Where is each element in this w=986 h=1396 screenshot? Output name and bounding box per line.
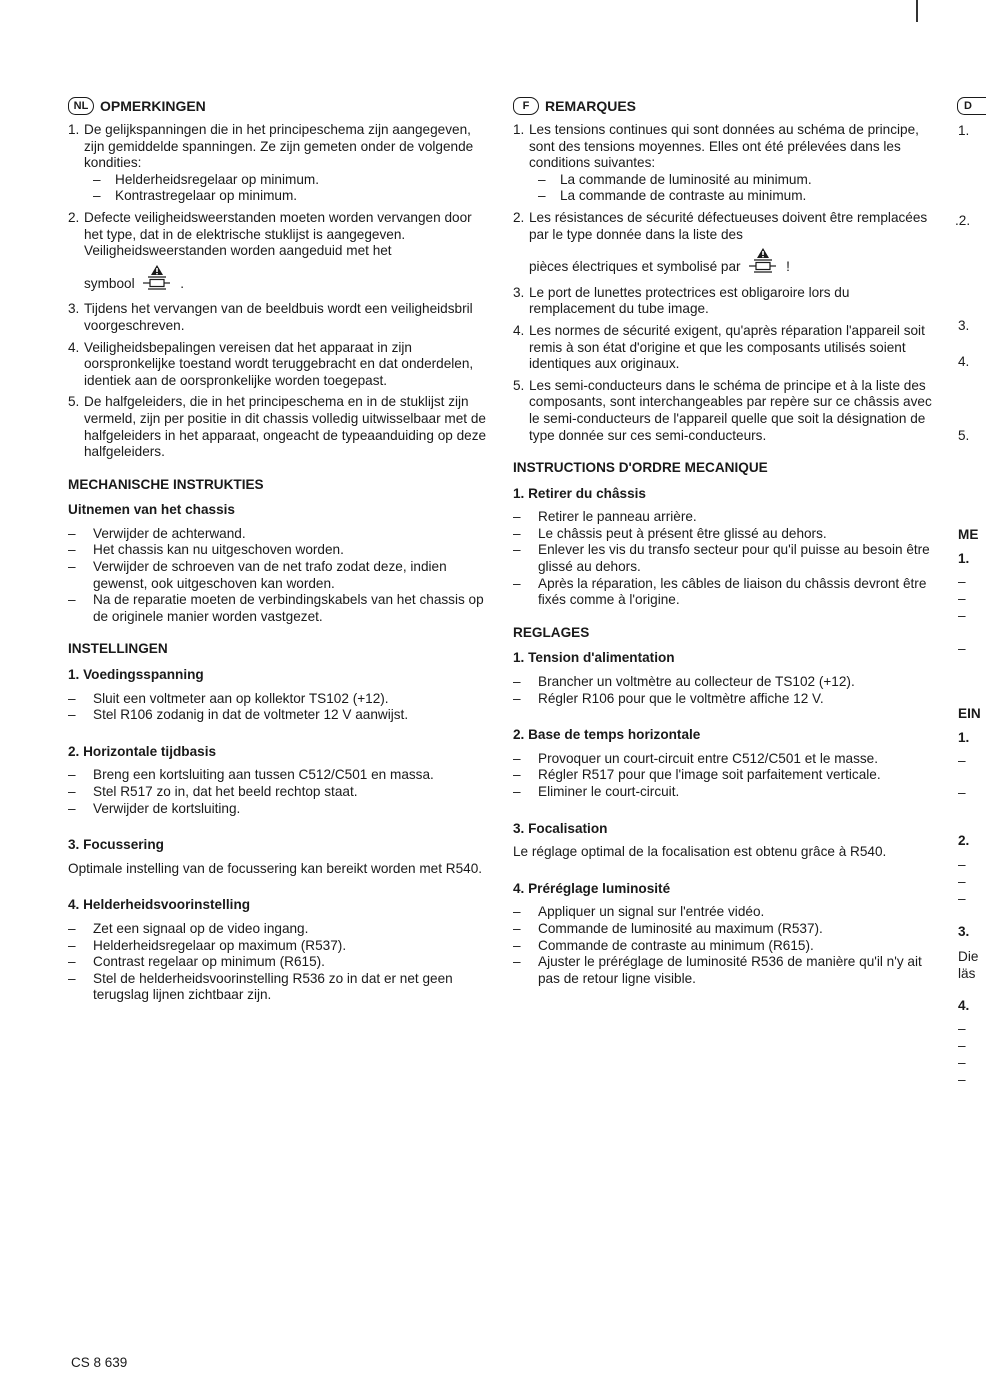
dash: – [68,690,76,706]
subsection-heading: 1. Voedingsspanning [68,667,204,683]
subsection-heading: 4. Helderheidsvoorinstelling [68,897,251,913]
list-item [513,921,933,938]
list-item [529,188,933,205]
note-number: 1. [68,122,80,137]
instruction-list [513,751,933,801]
subsection-heading: 3. [958,924,970,939]
dash: – [513,509,521,525]
note-item [513,122,933,205]
dash: – [68,784,76,799]
note-text: Tijdens het vervangen van de beeldbuis wordt een veiligheidsbril voorgeschreven. [84,301,473,333]
section-heading-settings: REGLAGES [513,624,590,640]
note-text: symbool [84,275,135,291]
dash: – [513,690,521,706]
note-number: 3. [513,284,525,300]
dash: – [513,674,521,690]
paragraph: Le réglage optimal de la focalisation est obtenu grâce à R540. [513,844,887,860]
note-item [68,301,488,334]
note-number: 5. [68,394,80,410]
note-text: De gelijkspanningen die in het principeschema zijn aangegeven, zijn gemiddelde spanningen. Ze zijn gemeten onder de volgende kondities: [84,122,474,171]
list-item [68,801,488,818]
subsection-heading: 1. Retirer du châssis [513,485,646,501]
list-item [68,526,488,543]
list-text: Stel R106 zodanig in dat de voltmeter 12 V aanwijst. [93,707,409,723]
dash: – [513,954,521,970]
instruction-list [68,767,488,817]
list-text: Helderheidsregelaar op minimum. [115,171,319,187]
dash: – [538,188,546,204]
instruction-list [68,691,488,724]
note-text: Les résistances de sécurité défectueuses doivent être remplacées par le type donnée dans la liste des [529,209,928,242]
subsection-heading: 1. [958,730,970,745]
note-text: Les normes de sécurité exigent, qu'après réparation l'appareil soit remis à son état d'origine et que les composants utilisés soient identiques aux originaux. [529,322,925,372]
note-item [68,122,488,205]
instruction-list [513,509,933,609]
dash: – [513,904,521,920]
scan-mark [916,0,918,22]
dash: – [93,171,101,187]
dash: – [513,575,521,591]
dash: – [68,592,76,608]
dash: – [68,767,76,783]
note-number: 3. [68,301,80,317]
section-heading-mechanical: MECHANISCHE INSTRUKTIES [68,476,264,492]
symbol-line [529,247,933,280]
list-text: Provoquer un court-circuit entre C512/C501 et le masse. [538,750,879,766]
instruction-list [68,526,488,626]
list-text: Helderheidsregelaar op maximum (R537). [93,937,347,953]
dash: – [958,891,966,906]
note-item [513,210,933,280]
dash: – [958,857,966,872]
note-item [513,323,933,373]
dash: – [958,574,966,589]
list-text: Contrast regelaar op minimum (R615). [93,954,325,970]
language-badge-f: F [513,97,539,115]
dash: – [68,954,76,970]
list-item [513,784,933,801]
note-text: pièces électriques et symbolisé par [529,259,741,275]
list-text: Le châssis peut à présent être glissé au dehors. [538,525,827,541]
note-text: . [180,275,184,291]
list-text: Verwijder de kortsluiting. [93,800,241,816]
dash: – [513,920,521,936]
list-text: Zet een signaal op de video ingang. [93,920,309,936]
subsection-heading: 1. [958,551,970,566]
note-number: 5. [513,377,525,393]
list-item [68,971,488,1004]
list-text: Verwijder de achterwand. [93,525,246,541]
note-item [68,394,488,460]
list-text: Régler R106 pour que le voltmètre affiche 12 V. [538,690,824,706]
list-item [513,767,933,784]
dash: – [513,750,521,766]
dash: – [958,1021,966,1036]
list-text: Appliquer un signal sur l'entrée vidéo. [538,904,765,920]
dash: – [68,542,76,558]
dash: – [93,188,101,204]
note-number: 4. [68,339,80,355]
column-dutch [68,96,488,1004]
symbol-line [84,264,488,297]
list-text: Na de reparatie moeten de verbindingskabels van het chassis op de originele manier worden vastgezet. [93,592,484,624]
list-item [68,592,488,625]
note-item [513,285,933,318]
list-item [68,542,488,559]
notes-list [68,122,488,461]
note-text: Les tensions continues qui sont données au schéma de principe, sont des tensions moyennes. Elles ont été prélevées dans les conditions suivantes: [529,122,919,171]
list-item [84,172,488,189]
subsection-heading: 2. Horizontale tijdbasis [68,743,217,759]
list-text: Sluit een voltmeter aan op kollektor TS102 (+12). [93,690,389,706]
paragraph: läs [958,966,976,981]
list-text: Eliminer le court-circuit. [538,784,680,799]
dash: – [538,171,546,187]
list-item [68,954,488,971]
dash: – [68,559,76,575]
list-item [513,542,933,575]
note-text: De halfgeleiders, die in het principeschema en in de stuklijst zijn vermeld, zijn per positie in dit chassis volledig uitwisselbaar met de halfgeleiders in het apparaat, ongeacht de typeaanduiding op deze halfgeleiders. [84,394,487,460]
instruction-list [513,904,933,987]
dash: – [68,707,76,723]
dash: – [958,608,966,623]
note-number: 2. [513,209,525,225]
language-badge-d: D [957,97,986,115]
list-item [513,904,933,921]
list-item [513,509,933,526]
heading-text: REMARQUES [545,97,637,114]
dash: – [68,525,76,541]
dash: – [68,970,76,986]
list-item [513,674,933,691]
list-item [68,767,488,784]
column-french [513,96,933,987]
subsection-heading: 4. Préréglage luminosité [513,880,671,896]
section-heading: EIN [958,706,981,721]
notes-list [513,122,933,444]
language-badge-nl: NL [68,97,94,115]
subsection-heading: 3. Focussering [68,837,164,853]
list-item [513,938,933,955]
list-item [68,691,488,708]
document-code: CS 8 639 [71,1355,128,1370]
subsection-heading: Uitnemen van het chassis [68,502,235,518]
dash: – [958,1038,966,1053]
list-item [513,691,933,708]
note-text: Veiligheidsweerstanden worden aangeduid met het [84,243,392,259]
note-number: 2. [68,209,80,225]
note-text: Les semi-conducteurs dans le schéma de principe et à la liste des composants, sont interchangeables par repère sur ce châssis avec le semi-conducteurs de l'appareil quelle que soit la désignation de type donnée sur ces semi-conducteurs. [529,377,932,443]
dash: – [958,591,966,606]
note-number: 4. [958,354,970,369]
note-number: 1. [958,123,970,138]
section-heading-mechanical: INSTRUCTIONS D'ORDRE MECANIQUE [513,460,768,476]
note-text: Veiligheidsbepalingen vereisen dat het apparaat in zijn oorspronkelijke toestand wordt teruggebracht en dat onderdelen, identiek aan de oorspronkelijke worden toegepast. [84,339,474,388]
list-text: Commande de luminosité au maximum (R537). [538,920,823,936]
dash: – [958,753,966,768]
list-text: Ajuster le préréglage de luminosité R536 de manière qu'il n'y ait pas de retour ligne visible. [538,954,922,986]
note-number: 1. [513,122,525,137]
note-text: Le port de lunettes protectrices est obligaroire lors du remplacement du tube image. [529,284,850,317]
list-text: La commande de contraste au minimum. [560,188,807,204]
dash: – [513,525,521,541]
list-item [529,172,933,189]
condition-list [529,172,933,205]
paragraph: Die [958,949,979,964]
subsection-heading: 2. Base de temps horizontale [513,727,701,743]
subsection-heading: 4. [958,998,970,1013]
instruction-list [513,674,933,707]
dash: – [68,937,76,953]
list-text: La commande de luminosité au minimum. [560,171,812,187]
note-item [513,378,933,444]
note-item [68,340,488,390]
list-item [513,954,933,987]
note-text: ! [786,259,790,275]
subsection-heading: 2. [958,833,970,848]
condition-list [84,172,488,205]
list-text: Het chassis kan nu uitgeschoven worden. [93,542,344,558]
list-text: Retirer le panneau arrière. [538,509,697,525]
list-item [513,526,933,543]
subsection-heading: 3. Focalisation [513,820,608,836]
list-item [68,559,488,592]
safety-resistor-warning-icon [748,247,778,280]
paragraph: Optimale instelling van de focussering kan bereikt worden met R540. [68,860,483,876]
list-item [68,921,488,938]
note-text: Defecte veiligheidsweerstanden moeten worden vervangen door het type, dat in de elektrische stuklijst is aangegeven. [84,209,472,242]
dash: – [513,784,521,799]
dash: – [68,800,76,816]
list-item [513,576,933,609]
heading-text: OPMERKINGEN [100,97,206,114]
list-text: Verwijder de schroeven van de net trafo zodat deze, indien gewenst, ook uitgeschoven kan worden. [93,559,447,591]
section-heading-opmerkingen [68,96,488,116]
section-heading-remarques [513,96,933,116]
list-item [513,751,933,768]
note-number: 4. [513,322,525,338]
list-text: Brancher un voltmètre au collecteur de TS102 (+12). [538,674,855,690]
instruction-list [68,921,488,1004]
list-item [68,784,488,801]
note-item [68,210,488,296]
list-item [84,188,488,205]
dash: – [513,542,521,558]
list-text: Stel R517 zo in, dat het beeld rechtop staat. [93,784,358,799]
list-item [68,707,488,724]
note-number: 3. [958,318,970,333]
dash: – [958,641,966,656]
section-heading-settings: INSTELLINGEN [68,641,168,657]
dash: – [958,1072,966,1087]
dash: – [513,767,521,783]
list-text: Après la réparation, les câbles de liaison du châssis devront être fixés comme à l'origine. [538,575,927,608]
list-item [68,938,488,955]
list-text: Stel de helderheidsvoorinstelling R536 zo in dat er net geen terugslag lijnen zichtbaar zijn. [93,970,453,1003]
note-number: .2. [955,213,971,228]
list-text: Commande de contraste au minimum (R615). [538,937,814,953]
dash: – [958,1055,966,1070]
list-text: Kontrastregelaar op minimum. [115,188,298,204]
list-text: Régler R517 pour que l'image soit parfaitement verticale. [538,767,881,783]
note-number: 5. [958,428,970,443]
dash: – [958,785,966,800]
section-heading: ME [958,527,979,542]
safety-resistor-warning-icon [142,264,172,297]
dash: – [513,937,521,953]
list-text: Enlever les vis du transfo secteur pour qu'il puisse au besoin être glissé au dehors. [538,542,930,575]
dash: – [958,874,966,889]
dash: – [68,920,76,936]
subsection-heading: 1. Tension d'alimentation [513,650,675,666]
list-text: Breng een kortsluiting aan tussen C512/C501 en massa. [93,767,434,783]
